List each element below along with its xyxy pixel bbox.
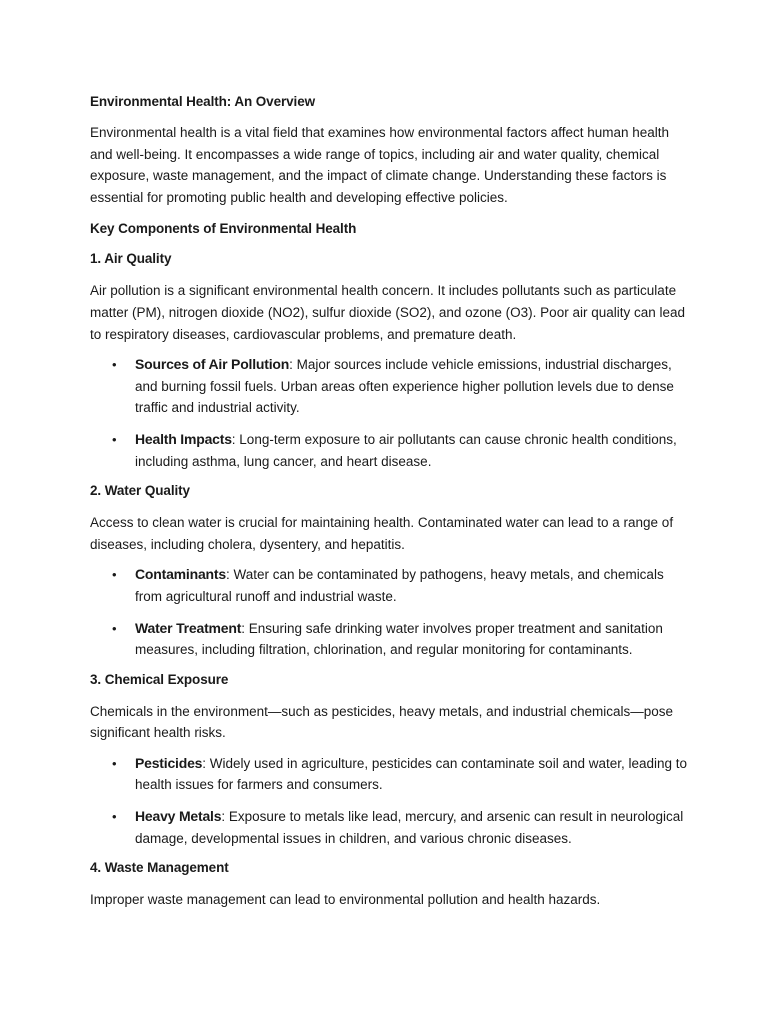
bullet-icon: •	[112, 809, 117, 825]
bullet-text: : Widely used in agriculture, pesticides can contaminate soil and water, leading to health issues for farmers and consumers.	[135, 755, 688, 793]
bullet-list-water-quality	[90, 564, 690, 660]
bullet-term: Contaminants	[135, 566, 226, 583]
section-paragraph-air-quality: Air pollution is a significant environmental health concern. It includes pollutants such as particulate matter (PM), nitrogen dioxide (NO2), sulfur dioxide (SO2), and ozone (O3). Poor air quality can lead to respiratory diseases, cardiovascular problems, and premature death.	[90, 283, 686, 342]
list-item	[90, 354, 690, 419]
bullet-text: : Major sources include vehicle emissions, industrial discharges, and burning fossil fuels. Urban areas often experience higher pollution levels due to dense traffic and industrial activity.	[135, 357, 674, 416]
bullet-term: Water Treatment	[135, 619, 242, 636]
bullet-icon: •	[112, 620, 117, 636]
bullet-icon: •	[112, 567, 117, 583]
document-title: Environmental Health: An Overview	[90, 94, 316, 109]
section-heading-water-quality: 2. Water Quality	[90, 483, 190, 499]
document-page	[90, 92, 690, 920]
list-item	[90, 806, 690, 849]
section-heading-air-quality: 1. Air Quality	[90, 251, 172, 267]
section-paragraph-water-quality: Access to clean water is crucial for maintaining health. Contaminated water can lead to a range of diseases, including cholera, dysentery, and hepatitis.	[90, 515, 674, 552]
bullet-icon: •	[112, 755, 117, 771]
bullet-text: : Long-term exposure to air pollutants can cause chronic health conditions, including asthma, lung cancer, and heart disease.	[135, 431, 677, 469]
section-heading-waste-management: 4. Waste Management	[90, 860, 229, 876]
bullet-term: Health Impacts	[135, 430, 232, 447]
bullet-text: : Ensuring safe drinking water involves proper treatment and sanitation measures, including filtration, chlorination, and regular monitoring for contaminants.	[135, 620, 663, 658]
list-item	[90, 564, 690, 607]
list-item	[90, 429, 690, 472]
bullet-term: Heavy Metals	[135, 808, 222, 825]
bullet-icon: •	[112, 357, 117, 373]
bullet-text: : Exposure to metals like lead, mercury, and arsenic can result in neurological damage, developmental issues in children, and various chronic diseases.	[135, 809, 684, 846]
list-item	[90, 618, 690, 661]
bullet-term: Pesticides	[135, 754, 203, 771]
intro-paragraph: Environmental health is a vital field that examines how environmental factors affect human health and well-being. It encompasses a wide range of topics, including air and water quality, chemical exposure, waste management, and the impact of climate change. Understanding these factors is essential for promoting public health and developing effective policies.	[90, 125, 670, 205]
section-paragraph-chemical-exposure: Chemicals in the environment—such as pesticides, heavy metals, and industrial chemicals—pose significant health risks.	[90, 703, 674, 741]
bullet-text: : Water can be contaminated by pathogens, heavy metals, and chemicals from agricultural runoff and industrial waste.	[135, 567, 664, 604]
bullet-list-air-quality	[90, 354, 690, 472]
key-components-heading: Key Components of Environmental Health	[90, 221, 357, 237]
bullet-term: Sources of Air Pollution	[135, 356, 290, 373]
bullet-list-chemical-exposure	[90, 753, 690, 849]
bullet-icon: •	[112, 431, 117, 447]
section-heading-chemical-exposure: 3. Chemical Exposure	[90, 671, 229, 687]
list-item	[90, 753, 690, 796]
section-paragraph-waste-management: Improper waste management can lead to environmental pollution and health hazards.	[90, 892, 601, 908]
